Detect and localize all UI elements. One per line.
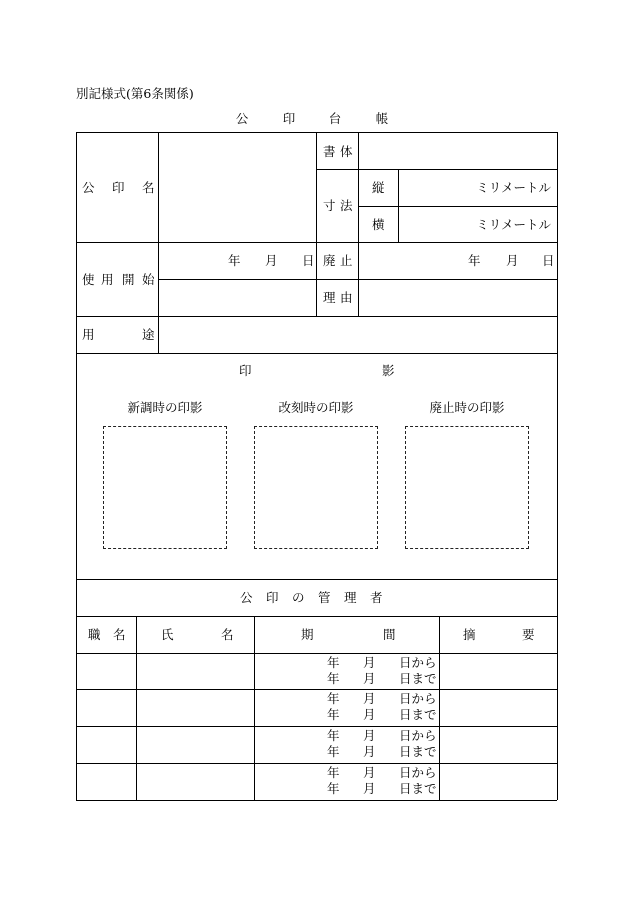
period-from-year: 年 [327,765,340,780]
period-to-day: 日まで [399,707,437,722]
period-from-day: 日から [399,728,437,743]
period-to-year: 年 [327,781,340,796]
manager-header-1: 公 [240,590,253,605]
start-label-2: 用 [101,272,114,287]
rule [76,353,557,354]
manager-header-2: 印 [266,590,279,605]
new-impression-label: 新調時の印影 [127,400,203,415]
period-to-month: 月 [363,744,376,759]
rule [76,132,77,800]
usage-label-1: 用 [82,327,95,342]
start-date-year: 年 [228,253,241,268]
start-label-4: 始 [142,272,155,287]
seal-name-label-2: 印 [112,180,125,195]
rule [254,616,255,800]
title-char-4: 帳 [375,111,389,126]
col-position-1: 職 [88,627,101,642]
col-remarks-2: 要 [522,627,535,642]
rule [439,616,440,800]
form-caption: 別記様式(第6条関係) [76,86,194,101]
rule [136,616,137,800]
vertical-unit: ミリメートル [476,180,551,195]
new-impression-box[interactable] [103,426,227,549]
period-from-day: 日から [399,691,437,706]
rule [76,616,557,617]
period-from-month: 月 [363,728,376,743]
rule [316,169,557,170]
seal-name-label-3: 名 [142,180,155,195]
period-to-year: 年 [327,744,340,759]
rule [76,653,557,654]
manager-header-6: 者 [370,590,383,605]
period-from-year: 年 [327,691,340,706]
title-char-3: 台 [328,111,342,126]
period-from-month: 月 [363,655,376,670]
start-date-month: 月 [265,253,278,268]
rule [76,800,557,801]
register-form [76,132,558,802]
period-from-year: 年 [327,728,340,743]
rule [316,132,317,316]
impression-header-1: 印 [239,363,252,378]
period-from-day: 日から [399,765,437,780]
period-to-year: 年 [327,707,340,722]
font-label-1: 書 [323,144,336,159]
start-date-day: 日 [302,253,315,268]
title-char-1: 公 [235,111,249,126]
page-title [76,109,557,125]
abolition-date-year: 年 [468,253,481,268]
rule [76,763,557,764]
seal-name-field[interactable] [159,133,315,242]
manager-header-3: の [292,590,305,605]
rule [398,169,399,242]
rule [358,206,557,207]
abolition-date-month: 月 [506,253,519,268]
impression-header-2: 影 [382,363,395,378]
rule [76,689,557,690]
title-char-2: 印 [282,111,296,126]
rule [76,579,557,580]
period-to-month: 月 [363,671,376,686]
start-label-3: 開 [122,272,135,287]
recut-impression-label: 改刻時の印影 [278,400,354,415]
col-period-2: 間 [383,627,396,642]
period-from-month: 月 [363,765,376,780]
abolition-label-1: 廃 [323,253,336,268]
col-position-2: 名 [113,627,126,642]
col-period-1: 期 [301,627,314,642]
font-label-2: 体 [340,144,353,159]
dimension-label-2: 法 [340,198,353,213]
col-name-2: 名 [221,627,234,642]
recut-impression-box[interactable] [254,426,378,549]
reason-label-2: 由 [340,290,353,305]
usage-field[interactable] [159,317,556,353]
col-name-1: 氏 [161,627,174,642]
abolition-label-2: 止 [340,253,353,268]
manager-header-5: 理 [344,590,357,605]
abolition-date-day: 日 [542,253,555,268]
period-to-day: 日まで [399,671,437,686]
period-from-day: 日から [399,655,437,670]
rule [76,726,557,727]
usage-label-2: 途 [142,327,155,342]
vertical-label: 縦 [372,180,385,195]
period-to-year: 年 [327,671,340,686]
rule [557,132,558,800]
period-to-day: 日まで [399,744,437,759]
reason-field[interactable] [359,280,556,316]
dimension-label-1: 寸 [323,198,336,213]
horizontal-label: 横 [372,217,385,232]
abolition-impression-label: 廃止時の印影 [429,400,505,415]
period-to-day: 日まで [399,781,437,796]
reason-label-1: 理 [323,290,336,305]
period-to-month: 月 [363,781,376,796]
period-from-month: 月 [363,691,376,706]
start-label-1: 使 [82,272,95,287]
abolition-impression-box[interactable] [405,426,529,549]
col-remarks-1: 摘 [463,627,476,642]
seal-name-label-1: 公 [82,180,95,195]
period-to-month: 月 [363,707,376,722]
font-field[interactable] [359,133,556,169]
period-from-year: 年 [327,655,340,670]
horizontal-unit: ミリメートル [476,217,551,232]
manager-header-4: 管 [318,590,331,605]
